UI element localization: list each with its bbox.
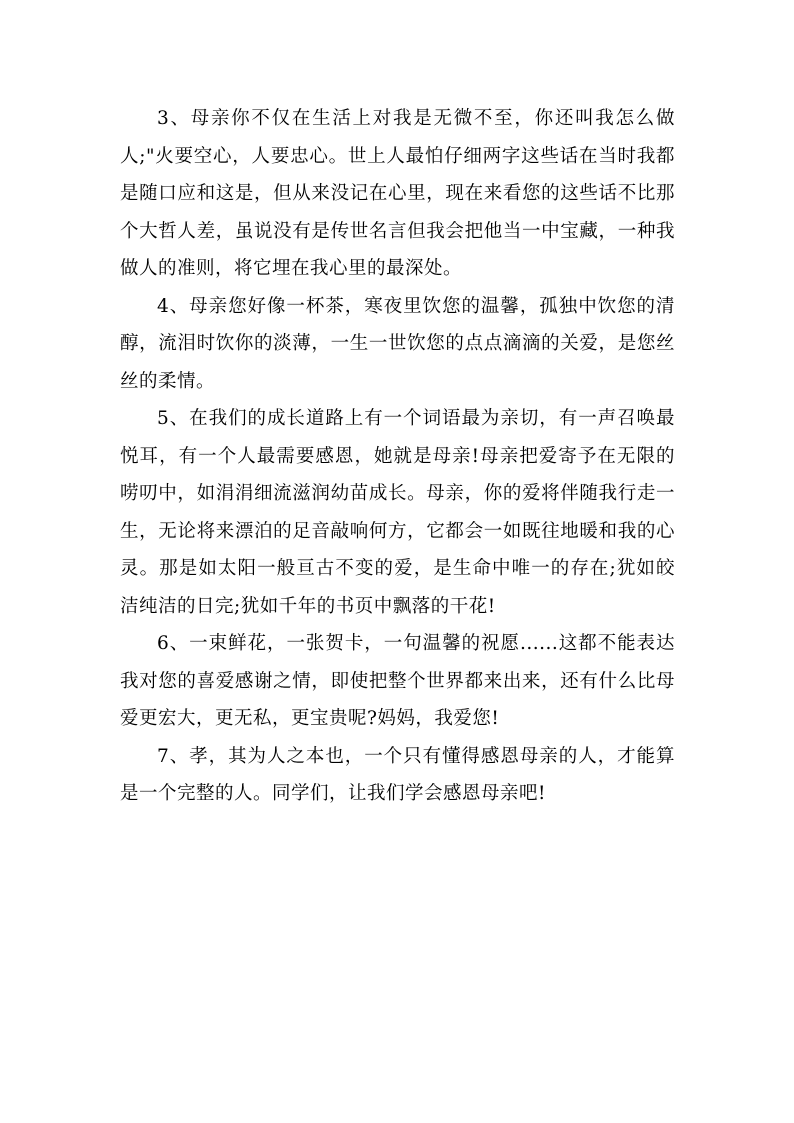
paragraph-6: 6、一束鲜花，一张贺卡，一句温馨的祝愿......这都不能表达我对您的喜爱感谢之情，即使把整个世界都来出来，还有什么比母爱更宏大，更无私，更宝贵呢?妈妈，我爱您! — [120, 633, 675, 729]
document-body — [120, 100, 675, 813]
paragraph-5: 5、在我们的成长道路上有一个词语最为亲切，有一声召唤最悦耳，有一个人最需要感恩，她就是母亲!母亲把爱寄予在无限的唠叨中，如涓涓细流滋润幼苗成长。母亲，你的爱将伴随我行走一生，无论将来漂泊的足音敲响何方，它都会一如既往地暖和我的心灵。那是如太阳一般亘古不变的爱，是生命中唯一的存在;犹如皎洁纯洁的日完;犹如千年的书页中飘落的干花! — [120, 408, 675, 617]
paragraph-3: 3、母亲你不仅在生活上对我是无微不至，你还叫我怎么做人;"火要空心，人要忠心。世上人最怕仔细两字这些话在当时我都是随口应和这是，但从来没记在心里，现在来看您的这些话不比那个大哲人差，虽说没有是传世名言但我会把他当一中宝藏，一种我做人的准则，将它埋在我心里的最深处。 — [120, 108, 675, 279]
paragraph-7: 7、孝，其为人之本也，一个只有懂得感恩母亲的人，才能算是一个完整的人。同学们，让我们学会感恩母亲吧! — [120, 745, 675, 804]
paragraph-4: 4、母亲您好像一杯茶，寒夜里饮您的温馨，孤独中饮您的清醇，流泪时饮你的淡薄，一生一世饮您的点点滴滴的关爱，是您丝丝的柔情。 — [120, 295, 675, 392]
